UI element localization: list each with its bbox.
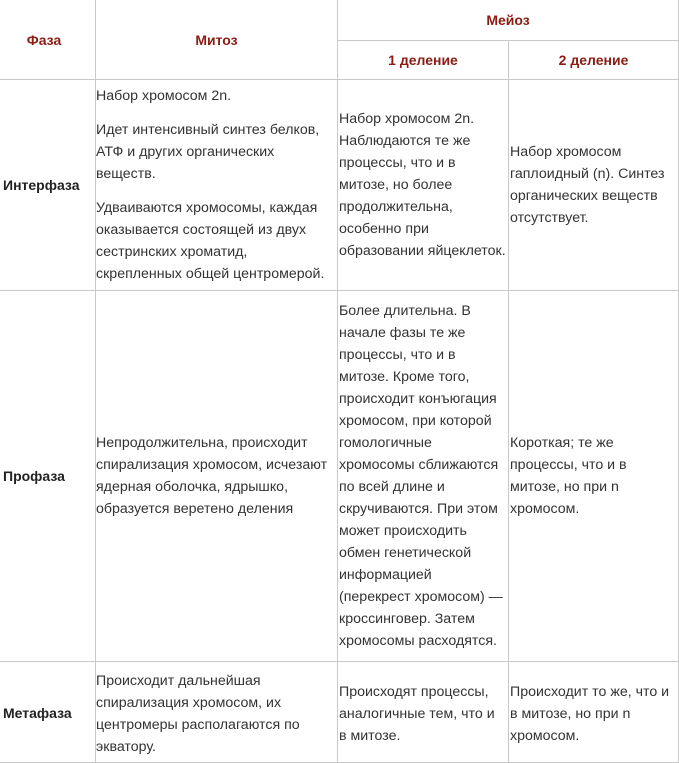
phase-cell <box>0 662 96 763</box>
meiosis-1-cell <box>338 291 509 662</box>
meiosis-1-cell <box>338 662 509 763</box>
phase-label: Профаза <box>3 468 65 484</box>
mitosis-cell <box>96 662 338 763</box>
meiosis-2-cell <box>509 80 679 291</box>
table-row-interphase <box>0 80 679 291</box>
mitosis-cell <box>96 291 338 662</box>
mitosis-text: Непродолжительна, происходит спирализация хромосом, исчезают ядерная оболочка, ядрышко, образуется веретено деления <box>96 435 328 517</box>
header-division-2: 2 деление <box>509 41 679 80</box>
mitosis-text: Идет интенсивный синтез белков, АТФ и других органических веществ. <box>96 122 320 182</box>
mitosis-text: Удваиваются хромосомы, каждая оказывается состоящей из двух сестринских хроматид, скрепленных общей центромерой. <box>96 200 325 282</box>
phase-cell <box>0 80 96 291</box>
mitosis-cell <box>96 80 338 291</box>
phase-label: Метафаза <box>3 705 72 721</box>
meiosis-1-text: Набор хромосом 2n. Наблюдаются те же процессы, что и в митозе, но более продолжительна, особенно при образовании яйцеклеток. <box>339 111 506 259</box>
meiosis-2-text: Происходит то же, что и в митозе, но при n хромосом. <box>510 684 670 744</box>
meiosis-1-text: Более длительна. В начале фазы те же процессы, что и в митозе. Кроме того, происходит конъюгация хромосом, при которой гомологичные хромосомы сближаются по всей длине и скручиваются. При этом может происходить обмен генетической информацией (перекрест хромосом) — кроссинговер. Затем хромосомы расходятся. <box>339 303 503 649</box>
header-mitosis: Митоз <box>96 0 338 80</box>
meiosis-1-cell <box>338 80 509 291</box>
phase-cell <box>0 291 96 662</box>
header-phase: Фаза <box>0 0 96 80</box>
header-meiosis: Мейоз <box>338 0 679 41</box>
header-row-1 <box>0 0 679 41</box>
meiosis-2-cell <box>509 291 679 662</box>
meiosis-2-text: Короткая; те же процессы, что и в митозе, но при n хромосом. <box>510 435 627 517</box>
meiosis-2-cell <box>509 662 679 763</box>
table-row-prophase <box>0 291 679 662</box>
mitosis-text: Набор хромосом 2n. <box>96 88 232 104</box>
header-division-1: 1 деление <box>338 41 509 80</box>
mitosis-text: Происходит дальнейшая спирализация хромосом, их центромеры располагаются по экватору. <box>96 673 300 755</box>
phase-label: Интерфаза <box>3 177 80 193</box>
table-row-metaphase <box>0 662 679 763</box>
meiosis-2-text: Набор хромосом гаплоидный (n). Синтез органических веществ отсутствует. <box>510 144 665 226</box>
meiosis-1-text: Происходят процессы, аналогичные тем, что и в митозе. <box>339 684 495 744</box>
